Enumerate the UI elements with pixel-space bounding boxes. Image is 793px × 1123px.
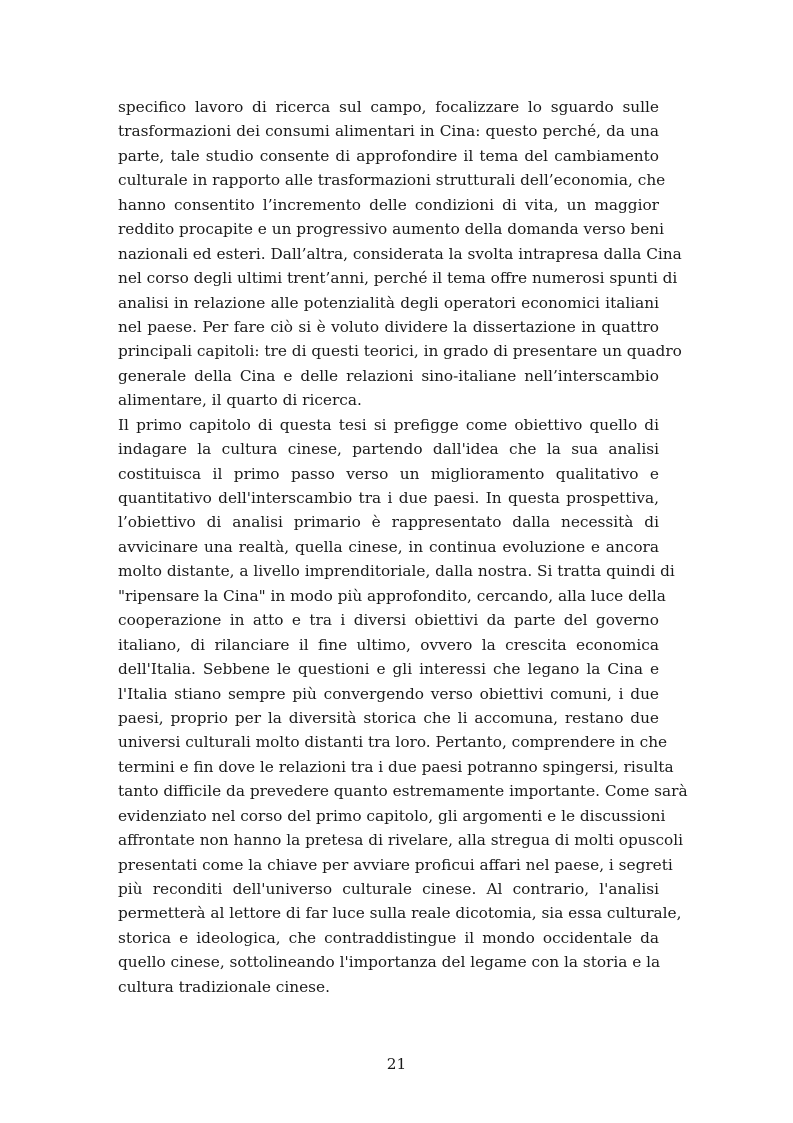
- text-line: hanno consentito l’incremento delle condizioni di vita, un maggior: [118, 195, 659, 214]
- text-line: specifico lavoro di ricerca sul campo, focalizzare lo sguardo sulle: [118, 98, 659, 116]
- text-line: evidenziato nel corso del primo capitolo, gli argomenti e le discussioni: [118, 806, 666, 825]
- text-line: reddito procapite e un progressivo aumento della domanda verso beni: [118, 220, 665, 239]
- text-line: cooperazione in atto e tra i diversi obiettivi da parte del governo: [118, 611, 659, 630]
- text-line: nazionali ed esteri. Dall’altra, considerata la svolta intrapresa dalla Cina: [118, 244, 682, 263]
- paragraph-end-line: cultura tradizionale cinese.: [118, 977, 330, 996]
- text-line: parte, tale studio consente di approfondire il tema del cambiamento: [118, 146, 659, 165]
- text-line: culturale in rapporto alle trasformazioni strutturali dell’economia, che: [118, 171, 666, 190]
- text-line: Il primo capitolo di questa tesi si prefigge come obiettivo quello di: [118, 415, 659, 434]
- text-line: universi culturali molto distanti tra loro. Pertanto, comprendere in che: [118, 733, 668, 752]
- text-line: nel corso degli ultimi trent’anni, perché il tema offre numerosi spunti di: [118, 269, 678, 288]
- paragraph-end-line: alimentare, il quarto di ricerca.: [118, 391, 362, 410]
- text-line: quello cinese, sottolineando l'importanza del legame con la storia e la: [118, 953, 661, 972]
- text-line: presentati come la chiave per avviare proficui affari nel paese, i segreti: [118, 855, 673, 874]
- text-line: italiano, di rilanciare il fine ultimo, ovvero la crescita economica: [118, 635, 659, 654]
- text-line: paesi, proprio per la diversità storica che li accomuna, restano due: [118, 708, 659, 727]
- text-line: "ripensare la Cina" in modo più approfondito, cercando, alla luce della: [118, 586, 666, 605]
- text-line: costituisca il primo passo verso un miglioramento qualitativo e: [118, 464, 659, 483]
- text-line: l’obiettivo di analisi primario è rappresentato dalla necessità di: [118, 513, 659, 532]
- text-line: l'Italia stiano sempre più convergendo verso obiettivi comuni, i due: [118, 684, 659, 703]
- text-line: affrontate non hanno la pretesa di rivelare, alla stregua di molti opuscoli: [118, 831, 684, 850]
- text-line: storica e ideologica, che contraddistingue il mondo occidentale da: [118, 928, 659, 947]
- text-line: più reconditi dell'universo culturale cinese. Al contrario, l'analisi: [118, 880, 659, 898]
- text-line: tanto difficile da prevedere quanto estremamente importante. Come sarà: [118, 782, 688, 801]
- text-line: principali capitoli: tre di questi teorici, in grado di presentare un quadro: [118, 342, 682, 361]
- text-line: permetterà al lettore di far luce sulla reale dicotomia, sia essa culturale,: [118, 904, 682, 923]
- text-line: avvicinare una realtà, quella cinese, in continua evoluzione e ancora: [118, 537, 659, 556]
- text-line: nel paese. Per fare ciò si è voluto dividere la dissertazione in quattro: [118, 317, 659, 336]
- text-line: indagare la cultura cinese, partendo dall'idea che la sua analisi: [118, 440, 659, 459]
- text-line: generale della Cina e delle relazioni sino-italiane nell’interscambio: [118, 366, 659, 385]
- body-text: [118, 95, 688, 999]
- text-line: molto distante, a livello imprenditoriale, dalla nostra. Si tratta quindi di: [118, 562, 675, 581]
- page-number: 21: [386, 1055, 407, 1073]
- text-line: dell'Italia. Sebbene le questioni e gli interessi che legano la Cina e: [118, 660, 659, 679]
- text-line: analisi in relazione alle potenzialità degli operatori economici italiani: [118, 293, 659, 312]
- text-line: quantitativo dell'interscambio tra i due paesi. In questa prospettiva,: [118, 489, 659, 507]
- text-line: trasformazioni dei consumi alimentari in Cina: questo perché, da una: [118, 122, 659, 141]
- text-line: termini e fin dove le relazioni tra i due paesi potranno spingersi, risulta: [118, 757, 674, 776]
